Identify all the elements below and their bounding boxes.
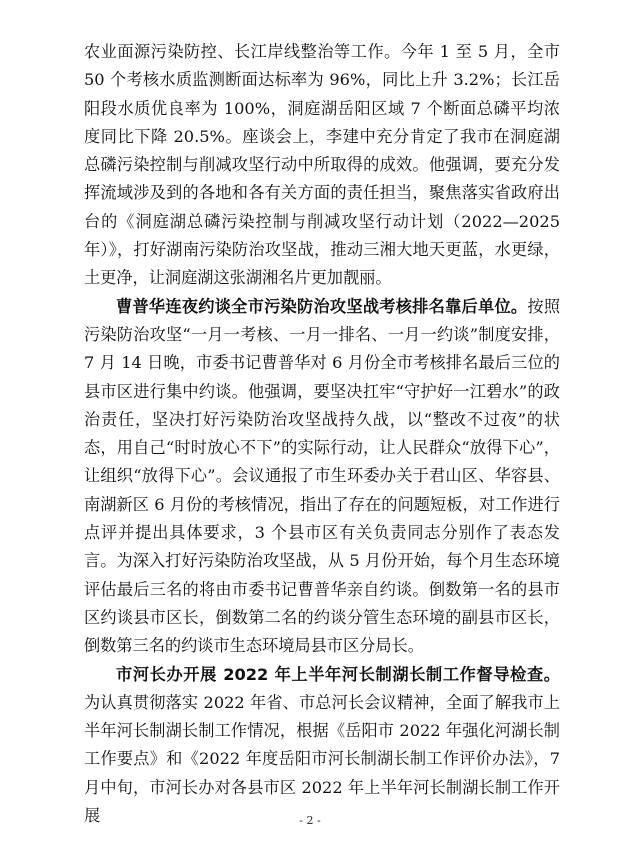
paragraph-continued: 农业面源污染防控、长江岸线整治等工作。今年 1 至 5 月，全市 50 个考核水质监测断面达标率为 96%，同比上升 3.2%；长江岳阳段水质优良率为 100%，洞庭湖岳阳区域 7 个断面总磷平均浓度同比下降 20.5%。座谈会上，李建中充分肯定了我市在洞庭湖总磷污染控制与削减攻坚行动中所取得的成效。他强调，要充分发挥流域涉及到的各地和各有关方面的责任担当，聚焦落实省政府出台的《洞庭湖总磷污染控制与削减攻坚行动计划（2022—2025 年）》，打好湖南污染防治攻坚战，推动三湘大地天更蓝，水更绿，土更净，让洞庭湖这张湖湘名片更加靓丽。 [84,42,560,288]
paragraph-interview-news [84,293,560,661]
paragraph-heading: 曹普华连夜约谈全市污染防治攻坚战考核排名靠后单位。 [116,296,528,316]
page-number: - 2 - [299,814,321,827]
paragraph-heading: 市河长办开展 2022 年上半年河长制湖长制工作督导检查。 [116,664,560,684]
paragraph-body: 为认真贯彻落实 2022 年省、市总河长会议精神，全面了解我市上半年河长制湖长制工作情况，根据《岳阳市 2022 年强化河湖长制工作要点》和《2022 年度岳阳市河长制湖长制工作评价办法》，7 月中旬，市河长办对各县市区 2022 年上半年河长制湖长制工作开展 [84,692,560,826]
paragraph-body: 按照污染防治攻坚“一月一考核、一月一排名、一月一约谈”制度安排，7 月 14 日晚，市委书记曹普华对 6 月份全市考核排名最后三位的县市区进行集中约谈。他强调，要坚决扛牢“守护好一江碧水”的政治责任，坚决打好污染防治攻坚战持久战，以“整改不过夜”的状态，用自己“时时放心不下”的实际行动，让人民群众“放得下心”，让组织“放得下心”。会议通报了市生环委办关于君山区、华容县、南湖新区 6 月份的考核情况，指出了存在的问题短板，对工作进行点评并提出具体要求，3 个县市区有关负责同志分别作了表态发言。为深入打好污染防治攻坚战，从 5 月份开始，每个月生态环境评估最后三名的将由市委书记曹普华亲自约谈。倒数第一名的县市区约谈县市区长，倒数第二名的约谈分管生态环境的副县市区长，倒数第三名的约谈市生态环境局县市区分局长。 [84,296,561,656]
document-body [84,38,560,830]
paragraph-river-chief-news [84,661,560,831]
